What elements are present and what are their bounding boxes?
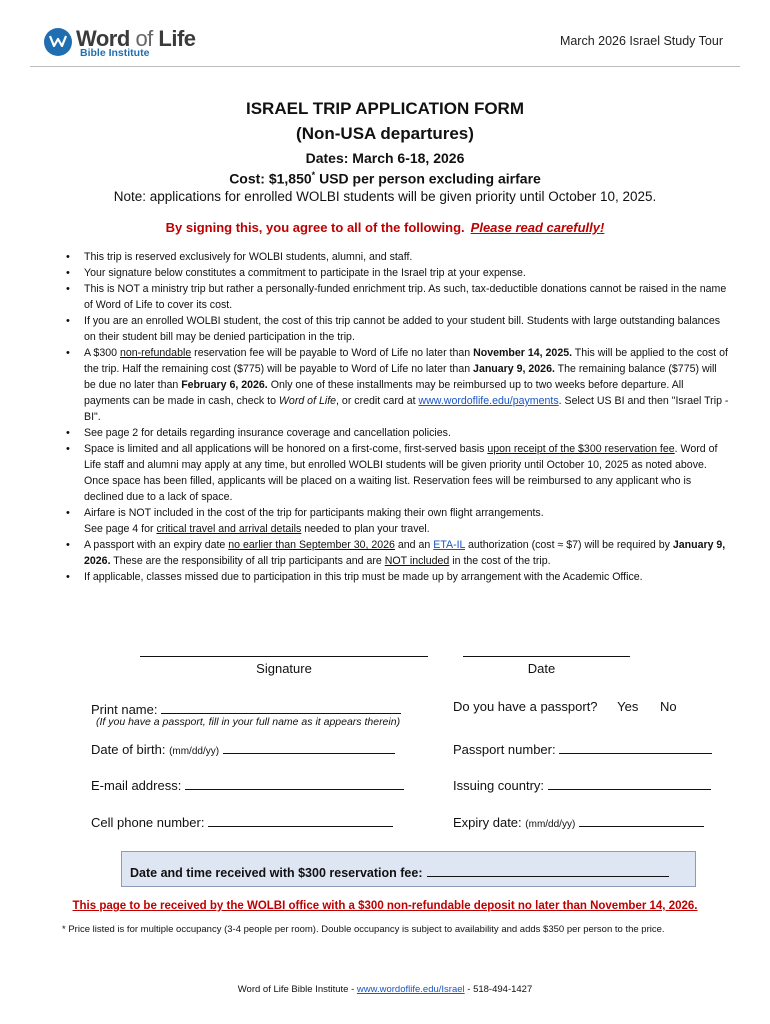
logo-wordmark: Word of Life [76, 26, 196, 51]
eta-il-link[interactable]: ETA-IL [433, 539, 466, 551]
print-name-input[interactable] [161, 699, 401, 714]
payments-link[interactable]: www.wordoflife.edu/payments [418, 395, 559, 407]
print-name-hint: (If you have a passport, fill in your full name as it appears therein) [96, 716, 401, 728]
logo-subtitle: Bible Institute [80, 47, 150, 59]
dob-field: Date of birth: (mm/dd/yy) [91, 739, 395, 757]
email-field: E-mail address: [91, 775, 404, 793]
cell-phone-input[interactable] [208, 812, 393, 827]
form-subtitle: (Non-USA departures) [296, 124, 474, 143]
logo-w-icon [49, 35, 67, 47]
cell-phone-field: Cell phone number: [91, 812, 393, 830]
signature-line[interactable] [140, 656, 428, 657]
list-item: • If you are an enrolled WOLBI student, the cost of this trip cannot be added to your student bill. Students with large outstanding balances on their student bill may be denied participation in the trip. [64, 313, 730, 345]
issuing-country-input[interactable] [548, 775, 711, 790]
signature-label: Signature [256, 661, 312, 676]
trip-cost: Cost: $1,850* USD per person excluding airfare [229, 170, 541, 187]
logo-mark [44, 28, 72, 56]
issuing-country-field: Issuing country: [453, 775, 711, 793]
passport-question: Do you have a passport? Yes No [453, 699, 677, 714]
email-input[interactable] [185, 775, 404, 790]
print-name-field: Print name: [91, 699, 401, 717]
date-label: Date [527, 661, 556, 676]
passport-no-option[interactable]: No [660, 699, 677, 714]
header-divider [30, 66, 740, 67]
expiry-date-field: Expiry date: (mm/dd/yy) [453, 812, 704, 830]
israel-link[interactable]: www.wordoflife.edu/Israel [356, 984, 465, 995]
received-input[interactable] [427, 864, 669, 877]
list-item: • A passport with an expiry date no earlier than September 30, 2026 and an ETA-IL authorization (cost ≈ $7) will be required by January 9, 2026. These are the responsibility of all trip participants and are NOT included in the cost of the trip. [64, 537, 730, 569]
passport-number-input[interactable] [559, 739, 712, 754]
list-item: • Your signature below constitutes a commitment to participate in the Israel trip at your expense. [64, 265, 730, 281]
passport-yes-option[interactable]: Yes [617, 699, 639, 714]
list-item: • Airfare is NOT included in the cost of the trip for participants making their own flight arrangements. See page 4 for critical travel and arrival details needed to plan your travel. [64, 505, 730, 537]
priority-note: Note: applications for enrolled WOLBI students will be given priority until October 10, 2025. [113, 189, 657, 204]
date-line[interactable] [463, 656, 630, 657]
received-box [121, 851, 696, 887]
list-item: • This is NOT a ministry trip but rather a personally-funded enrichment trip. As such, tax-deductible donations cannot be raised in the name of Word of Life to cover its cost. [64, 281, 730, 313]
page-footer: Word of Life Bible Institute - www.wordoflife.edu/Israel - 518-494-1427 [237, 984, 533, 995]
form-title: ISRAEL TRIP APPLICATION FORM [246, 99, 524, 118]
passport-number-field: Passport number: [453, 739, 712, 757]
price-footnote: * Price listed is for multiple occupancy (3-4 people per room). Double occupancy is subject to availability and adds $350 per person to the price. [62, 924, 665, 935]
dob-input[interactable] [223, 739, 395, 754]
trip-dates: Dates: March 6-18, 2026 [305, 150, 465, 166]
header-title: March 2026 Israel Study Tour [559, 34, 723, 48]
deadline-notice: This page to be received by the WOLBI office with a $300 non-refundable deposit no later than November 14, 2026. [72, 900, 698, 912]
agreement-notice: By signing this, you agree to all of the following. Please read carefully! [165, 220, 605, 235]
list-item: • A $300 non-refundable reservation fee will be payable to Word of Life no later than November 14, 2025. This will be applied to the cost of the trip. Half the remaining cost ($775) will be payable to Word of Life no later than January 9, 2026. The remaining balance ($775) will be due no later than February 6, 2026. Only one of these installments may be reimbursed up to two weeks before departure. All payments can be made in cash, check to Word of Life, or credit card at www.wordoflife.edu/payments. Select US BI and then "Israel Trip - BI". [64, 345, 730, 425]
terms-list [64, 249, 730, 585]
list-item: • If applicable, classes missed due to participation in this trip must be made up by arrangement with the Academic Office. [64, 569, 730, 585]
received-label: Date and time received with $300 reservation fee: [130, 864, 669, 880]
list-item: • See page 2 for details regarding insurance coverage and cancellation policies. [64, 425, 730, 441]
expiry-date-input[interactable] [579, 812, 704, 827]
logo [44, 26, 204, 60]
list-item: • Space is limited and all applications will be honored on a first-come, first-served basis upon receipt of the $300 reservation fee. Word of Life staff and alumni may apply at any time, but enrolled WOLBI students will be given priority until October 10, 2025 as noted above. Once space has been filled, applicants will be placed on a waiting list. Reservation fees will be reimbursed to any applicant who is declined due to a lack of space. [64, 441, 730, 505]
list-item: • This trip is reserved exclusively for WOLBI students, alumni, and staff. [64, 249, 730, 265]
